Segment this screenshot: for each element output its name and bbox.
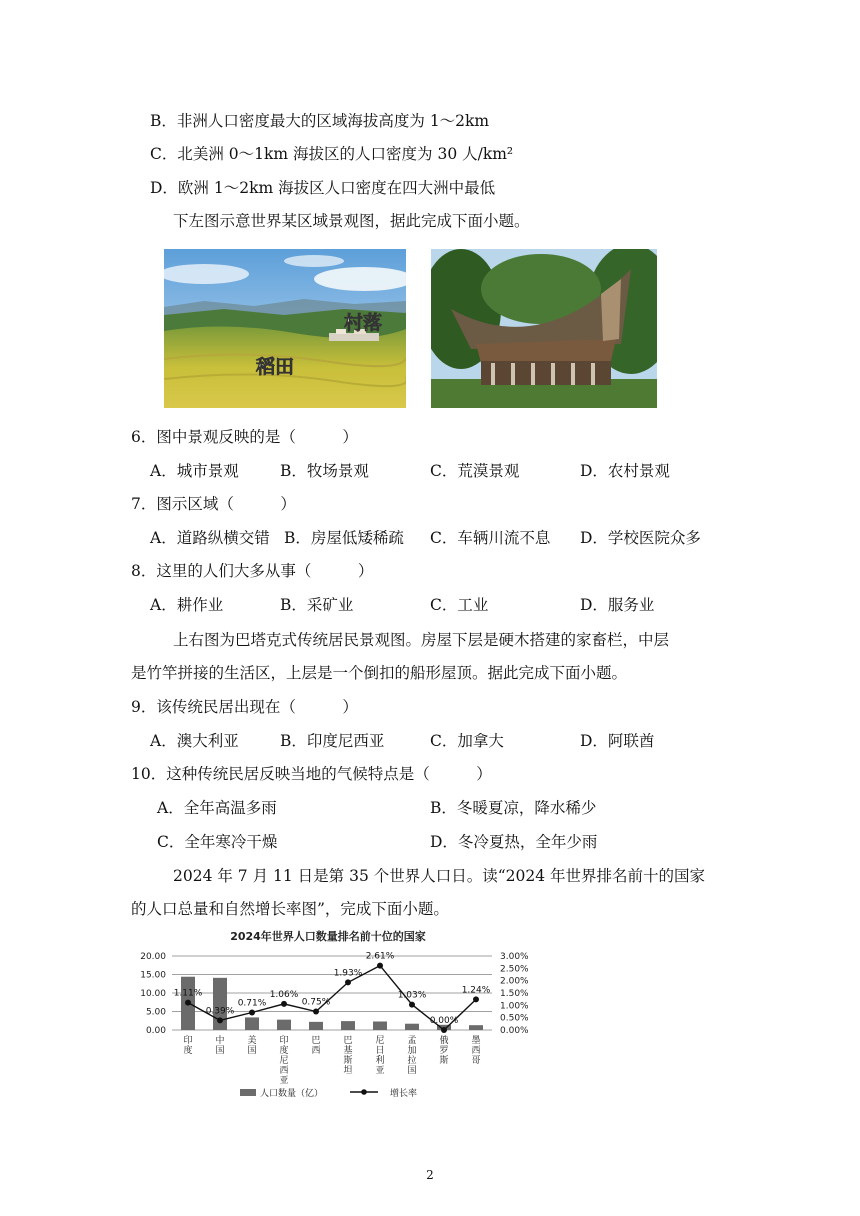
bar-尼日利亚 bbox=[373, 1021, 387, 1030]
legend-line-marker bbox=[361, 1089, 367, 1095]
growth-label-中国: 0.39% bbox=[205, 1006, 235, 1017]
x-label-中国: 中国 bbox=[215, 1036, 225, 1056]
q7-option-a: A．道路纵横交错 bbox=[150, 529, 270, 547]
question-6-stem: 6．图中景观反映的是（ ） bbox=[131, 428, 358, 446]
right-tick-label: 0.00% bbox=[500, 1026, 529, 1036]
rice-field-label: 稻田 bbox=[256, 356, 295, 378]
right-tick-label: 2.00% bbox=[500, 976, 529, 987]
page-number: 2 bbox=[426, 1168, 434, 1182]
right-tick-label: 1.00% bbox=[500, 1001, 529, 1012]
right-tick-label: 1.50% bbox=[500, 989, 529, 999]
q6-option-b: B．牧场景观 bbox=[280, 462, 369, 480]
legend-line-label: 增长率 bbox=[390, 1089, 418, 1099]
q9-option-c: C．加拿大 bbox=[430, 732, 504, 750]
prev-option-b: B．非洲人口密度最大的区域海拔高度为 1～2km bbox=[150, 112, 490, 130]
growth-point-孟加拉国 bbox=[409, 1002, 415, 1008]
q8-option-a: A．耕作业 bbox=[150, 596, 224, 614]
prev-option-d: D．欧洲 1～2km 海拔区人口密度在四大洲中最低 bbox=[150, 179, 496, 197]
question-9-stem: 9．该传统民居出现在（ ） bbox=[131, 698, 358, 716]
q6-option-a: A．城市景观 bbox=[150, 462, 239, 480]
bar-巴基斯坦 bbox=[341, 1021, 355, 1030]
growth-label-印度: 1.11% bbox=[173, 988, 203, 999]
village-label: 村落 bbox=[344, 312, 383, 334]
right-tick-label: 3.00% bbox=[500, 952, 529, 962]
x-label-巴西: 巴西 bbox=[311, 1036, 321, 1056]
growth-label-墨西哥: 1.24% bbox=[461, 985, 491, 996]
q7-option-c: C．车辆川流不息 bbox=[430, 529, 551, 547]
x-label-孟加拉国: 孟加拉国 bbox=[407, 1036, 417, 1076]
growth-label-巴西: 0.75% bbox=[301, 997, 331, 1008]
bar-墨西哥 bbox=[469, 1025, 483, 1030]
growth-point-巴基斯坦 bbox=[345, 979, 351, 985]
population-chart bbox=[128, 926, 548, 1106]
intro-paragraph-1: 下左图示意世界某区域景观图，据此完成下面小题。 bbox=[173, 212, 530, 230]
q9-option-b: B．印度尼西亚 bbox=[280, 732, 385, 750]
q8-option-d: D．服务业 bbox=[580, 596, 655, 614]
chart-legend bbox=[240, 1087, 417, 1099]
q10-option-b: B．冬暖夏凉，降水稀少 bbox=[430, 799, 597, 817]
bar-孟加拉国 bbox=[405, 1024, 419, 1030]
left-tick-label: 20.00 bbox=[140, 952, 166, 962]
q9-option-d: D．阿联酋 bbox=[580, 732, 655, 750]
x-label-印度尼西亚: 印度尼西亚 bbox=[279, 1036, 289, 1086]
growth-label-印度尼西亚: 1.06% bbox=[269, 989, 299, 1000]
bar-巴西 bbox=[309, 1022, 323, 1030]
right-tick-label: 0.50% bbox=[500, 1013, 529, 1024]
q10-option-a: A．全年高温多雨 bbox=[157, 799, 277, 817]
q10-option-d: D．冬冷夏热，全年少雨 bbox=[430, 833, 598, 851]
growth-point-尼日利亚 bbox=[377, 963, 383, 969]
q10-option-c: C．全年寒冷干燥 bbox=[157, 833, 278, 851]
x-label-美国: 美国 bbox=[247, 1036, 257, 1056]
growth-label-美国: 0.71% bbox=[237, 998, 267, 1009]
bar-印度尼西亚 bbox=[277, 1020, 291, 1030]
left-tick-label: 5.00 bbox=[145, 1007, 166, 1018]
intro-paragraph-3-line-1: 2024 年 7 月 11 日是第 35 个世界人口日。读“2024 年世界排名前十的国家 bbox=[173, 867, 706, 885]
q9-option-a: A．澳大利亚 bbox=[150, 732, 239, 750]
batak-house-photo bbox=[431, 249, 657, 408]
growth-label-孟加拉国: 1.03% bbox=[397, 990, 427, 1001]
growth-label-尼日利亚: 2.61% bbox=[365, 951, 395, 962]
chart-title: 2024年世界人口数量排名前十位的国家 bbox=[230, 930, 426, 943]
intro-paragraph-2-line-2: 是竹竿拼接的生活区，上层是一个倒扣的船形屋顶。据此完成下面小题。 bbox=[131, 664, 628, 682]
prev-option-c: C．北美洲 0～1km 海拔区的人口密度为 30 人/km² bbox=[150, 145, 514, 163]
intro-paragraph-2-line-1: 上右图为巴塔克式传统居民景观图。房屋下层是硬木搭建的家畜栏，中层 bbox=[173, 631, 670, 649]
landscape-photo-rice-field bbox=[164, 249, 406, 408]
x-label-尼日利亚: 尼日利亚 bbox=[375, 1036, 385, 1076]
question-8-stem: 8．这里的人们大多从事（ ） bbox=[131, 562, 374, 580]
question-10-stem: 10．这种传统民居反映当地的气候特点是（ ） bbox=[131, 765, 492, 783]
growth-point-墨西哥 bbox=[473, 996, 479, 1002]
left-tick-label: 15.00 bbox=[140, 970, 166, 981]
q8-option-b: B．采矿业 bbox=[280, 596, 354, 614]
q6-option-d: D．农村景观 bbox=[580, 462, 670, 480]
growth-point-中国 bbox=[217, 1017, 223, 1023]
x-label-印度: 印度 bbox=[183, 1036, 193, 1056]
growth-point-俄罗斯 bbox=[441, 1027, 447, 1033]
x-label-墨西哥: 墨西哥 bbox=[471, 1036, 481, 1066]
question-7-stem: 7．图示区域（ ） bbox=[131, 495, 296, 513]
right-tick-label: 2.50% bbox=[500, 964, 529, 975]
x-label-巴基斯坦: 巴基斯坦 bbox=[343, 1036, 353, 1076]
growth-point-印度尼西亚 bbox=[281, 1001, 287, 1007]
q6-option-c: C．荒漠景观 bbox=[430, 462, 520, 480]
growth-label-巴基斯坦: 1.93% bbox=[333, 968, 363, 979]
q8-option-c: C．工业 bbox=[430, 596, 489, 614]
x-label-俄罗斯: 俄罗斯 bbox=[439, 1036, 449, 1066]
intro-paragraph-3-line-2: 的人口总量和自然增长率图”，完成下面小题。 bbox=[131, 900, 449, 918]
growth-point-巴西 bbox=[313, 1009, 319, 1015]
growth-point-印度 bbox=[185, 1000, 191, 1006]
growth-label-俄罗斯: 0.00% bbox=[429, 1016, 459, 1026]
growth-point-美国 bbox=[249, 1009, 255, 1015]
bar-美国 bbox=[245, 1017, 259, 1030]
left-tick-label: 10.00 bbox=[140, 989, 166, 999]
q7-option-d: D．学校医院众多 bbox=[580, 529, 701, 547]
left-tick-label: 0.00 bbox=[145, 1026, 166, 1036]
q7-option-b: B．房屋低矮稀疏 bbox=[284, 529, 404, 547]
legend-bar-swatch bbox=[240, 1089, 256, 1096]
legend-bar-label: 人口数量（亿） bbox=[260, 1089, 324, 1099]
